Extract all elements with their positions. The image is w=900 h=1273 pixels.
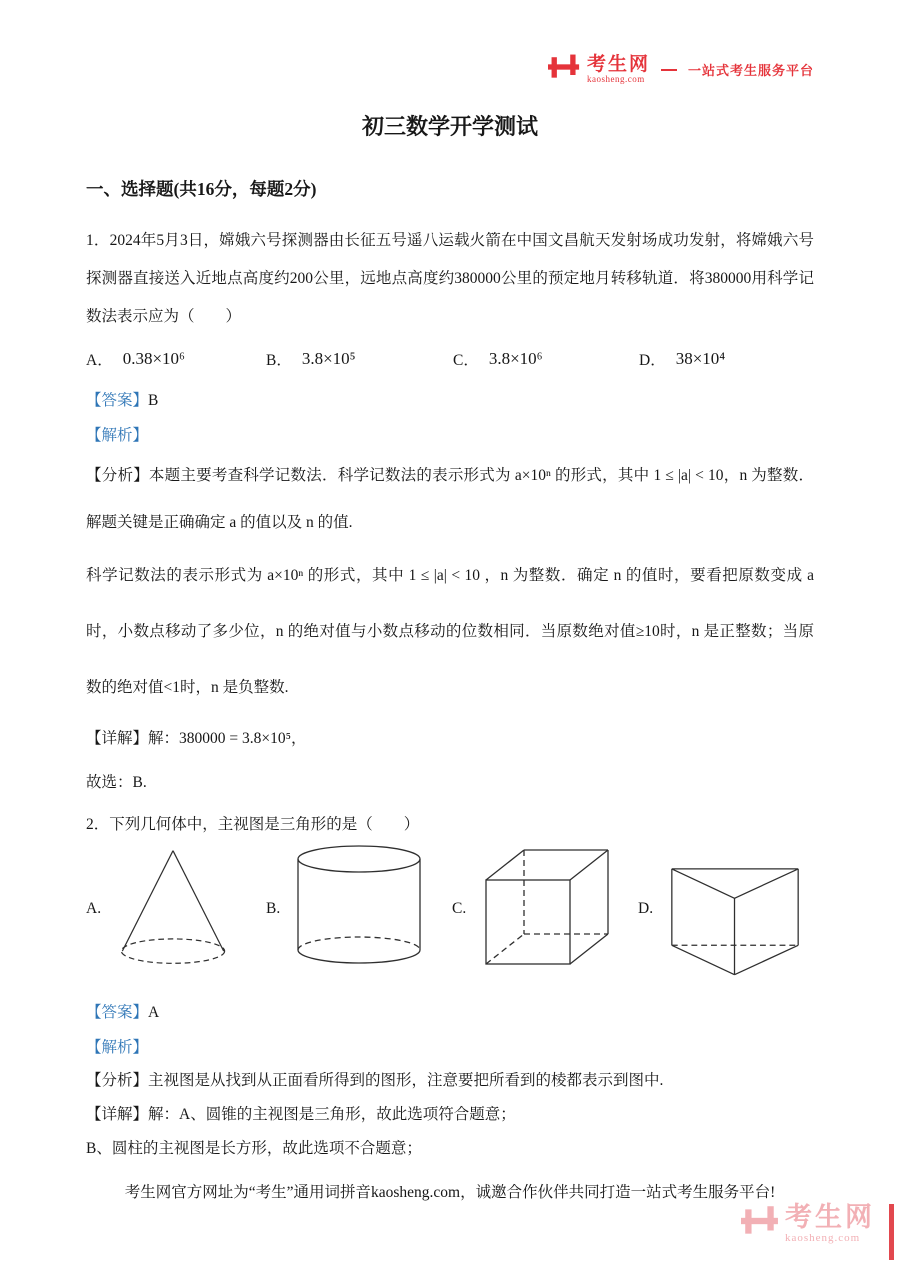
- kaosheng-logo-icon: [548, 52, 580, 87]
- q1-analysis-1: 【分析】本题主要考查科学记数法．科学记数法的表示形式为 a×10ⁿ 的形式，其中 1 ≤ |a| < 10，n 为整数．解题关键是正确确定 a 的值以及 n 的值.: [86, 467, 814, 531]
- q2-figure-c-label: C.: [452, 900, 467, 917]
- q2-figure-b-label: B.: [266, 900, 281, 917]
- q1-option-b-value: 3.8×10⁵: [301, 349, 356, 368]
- q2-answer-tag: 【答案】: [86, 1004, 149, 1021]
- q1-answer-line: [86, 388, 814, 410]
- q2-jiexi-line: [86, 1035, 814, 1057]
- q2-detail-2: B、圆柱的主视图是长方形，故此选项不合题意；: [86, 1140, 422, 1157]
- q2-stem: 2．下列几何体中，主视图是三角形的是（ ）: [86, 816, 420, 833]
- q2-figure-d-label: D.: [638, 900, 654, 917]
- q1-option-c-value: 3.8×10⁶: [488, 349, 543, 368]
- section-heading: 一、选择题(共16分，每题2分): [86, 179, 317, 199]
- brand-domain: kaosheng.com: [586, 73, 645, 84]
- q1-answer-value: B: [148, 392, 159, 409]
- q1-options: [86, 338, 814, 380]
- q2-figure-a-label: A.: [86, 900, 102, 917]
- q2-figure-cell-d: [638, 842, 806, 994]
- brand-text-block: [587, 55, 650, 84]
- watermark-logo: [741, 1204, 894, 1260]
- triangular-prism-figure: [664, 842, 806, 982]
- brand-name: 考生网: [586, 53, 650, 75]
- q1-option-d-label: D．: [639, 352, 666, 369]
- site-logo: [548, 52, 814, 87]
- watermark-domain: kaosheng.com: [785, 1232, 861, 1244]
- q1-option-d: [639, 348, 725, 370]
- q1-conclusion: 故选：B.: [86, 774, 147, 791]
- q2-figures: [86, 842, 814, 994]
- q1-stem: 1．2024年5月3日，嫦娥六号探测器由长征五号遥八运载火箭在中国文昌航天发射场成功发射，将嫦娥六号探测器直接送入近地点高度约200公里，远地点高度约380000公里的预定地月转移轨道．将380000用科学记数法表示应为（ ）: [86, 232, 814, 325]
- watermark-edge-bar: [889, 1204, 894, 1260]
- brand-divider: [661, 69, 677, 71]
- q2-figure-cell-b: [266, 842, 452, 994]
- q1-answer-tag: 【答案】: [86, 392, 149, 409]
- cylinder-figure: [292, 842, 427, 967]
- q1-jiexi-line: [86, 423, 814, 445]
- q2-answer-line: [86, 1000, 814, 1022]
- watermark-brand: 考生网: [785, 1202, 875, 1232]
- q1-option-c-label: C．: [453, 352, 479, 369]
- q1-jiexi-tag: 【解析】: [86, 427, 149, 444]
- q2-answer-value: A: [148, 1004, 160, 1021]
- q1-option-b-label: B．: [266, 352, 292, 369]
- watermark-logo-icon: [741, 1204, 779, 1243]
- q1-option-d-value: 38×10⁴: [675, 349, 726, 368]
- q1-option-b: [266, 348, 453, 370]
- watermark-text-block: [785, 1204, 875, 1244]
- cone-figure: [112, 842, 234, 972]
- q2-jiexi-tag: 【解析】: [86, 1039, 149, 1056]
- q2-detail-1: 【详解】解：A、圆锥的主视图是三角形，故此选项符合题意；: [86, 1106, 516, 1123]
- q2-figure-cell-a: [86, 842, 266, 994]
- page-title: 初三数学开学测试: [361, 114, 538, 139]
- q2-figure-cell-c: [452, 842, 638, 994]
- page-footer: 考生网官方网址为“考生”通用词拼音kaosheng.com，诚邀合作伙伴共同打造一站式考生服务平台!: [124, 1184, 776, 1201]
- q1-detail: 【详解】解：380000 = 3.8×10⁵，: [86, 730, 307, 747]
- brand-tagline: 一站式考生服务平台: [687, 63, 814, 78]
- cube-figure: [478, 842, 618, 969]
- q1-option-a: [86, 348, 266, 370]
- q2-analysis: 【分析】主视图是从找到从正面看所得到的图形，注意要把所看到的棱都表示到图中.: [86, 1072, 664, 1089]
- q1-option-a-label: A．: [86, 352, 113, 369]
- q1-option-a-value: 0.38×10⁶: [122, 349, 185, 368]
- q1-option-c: [453, 348, 639, 370]
- q1-analysis-2: 科学记数法的表示形式为 a×10ⁿ 的形式，其中 1 ≤ |a| < 10 ，n 为整数．确定 n 的值时，要看把原数变成 a 时，小数点移动了多少位，n 的绝对值与小数点移动的位数相同．当原数绝对值≥10时，n 是正整数；当原数的绝对值<1时，n 是负整数.: [86, 567, 814, 696]
